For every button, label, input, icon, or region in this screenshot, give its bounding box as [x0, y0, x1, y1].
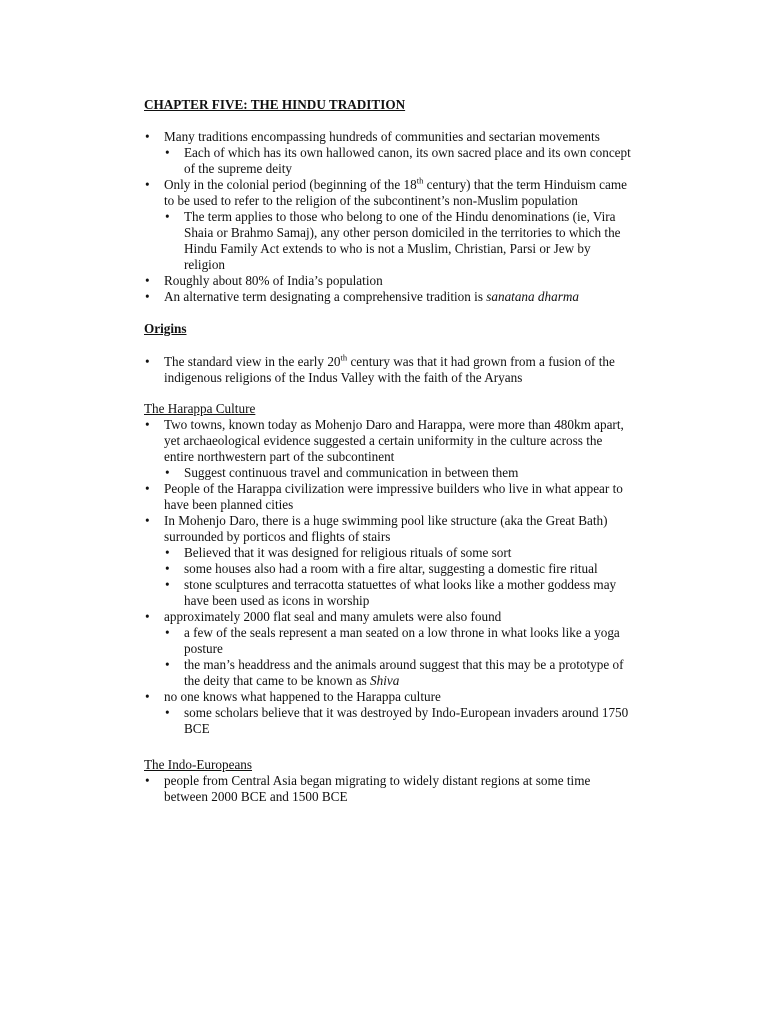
origins-heading: Origins [144, 321, 187, 336]
italic-term: Shiva [370, 673, 400, 688]
intro-bullet-2-start: Only in the colonial period (beginning of the 18 [164, 177, 417, 192]
indo-europeans-heading: The Indo-Europeans [144, 757, 253, 772]
list-item [0, 657, 784, 689]
harappa-bullet-3: In Mohenjo Daro, there is a huge swimming pool like structure (aka the Great Bath) surrounded by porticos and flights of stairs [164, 513, 608, 544]
intro-list [0, 129, 784, 305]
intro-bullet-1: Many traditions encompassing hundreds of communities and sectarian movements [164, 129, 600, 144]
list-item [0, 625, 784, 657]
list-item [0, 177, 784, 209]
list-item [0, 609, 784, 625]
harappa-subbullet-5a: some scholars believe that it was destroyed by Indo-European invaders around 1750 BCE [184, 705, 629, 736]
list-item [0, 561, 784, 577]
intro-bullet-3: Roughly about 80% of India’s population [164, 273, 383, 288]
harappa-subbullet-3a: Believed that it was designed for religious rituals of some sort [184, 545, 512, 560]
origins-bullet-end: century was that it had grown from a fusion of the indigenous religions of the Indus Valley with the faith of the Aryans [164, 354, 615, 385]
harappa-bullet-5: no one knows what happened to the Harappa culture [164, 689, 441, 704]
list-item [0, 705, 784, 737]
list-item [0, 545, 784, 561]
indo-europeans-bullet-1: people from Central Asia began migrating to widely distant regions at some time between 2000 BCE and 1500 BCE [164, 773, 591, 804]
list-item [0, 577, 784, 609]
harappa-subbullet-3c: stone sculptures and terracotta statuettes of what looks like a mother goddess may have been used as icons in worship [184, 577, 617, 608]
harappa-subbullet-4b-start: the man’s headdress and the animals around suggest that this may be a prototype of the deity that came to be known as [184, 657, 624, 688]
list-item [0, 273, 784, 289]
list-item [0, 289, 784, 305]
list-item [0, 145, 784, 177]
intro-subbullet-1: Each of which has its own hallowed canon, its own sacred place and its own concept of the supreme deity [184, 145, 631, 176]
harappa-bullet-2: People of the Harappa civilization were impressive builders who live in what appear to have been planned cities [164, 481, 623, 512]
intro-subbullet-2: The term applies to those who belong to one of the Hindu denominations (ie, Vira Shaia or Brahmo Samaj), any other person domiciled in the territories to which the Hindu Family Act extends to who is not a Muslim, Christian, Parsi or Jew by religion [184, 209, 621, 272]
harappa-list [0, 417, 784, 737]
list-item [0, 481, 784, 513]
superscript: th [416, 175, 424, 186]
list-item [0, 465, 784, 481]
origins-list [0, 354, 784, 386]
list-item [0, 209, 784, 273]
italic-term: sanatana dharma [486, 289, 579, 304]
list-item [0, 354, 784, 386]
harappa-bullet-1: Two towns, known today as Mohenjo Daro and Harappa, were more than 480km apart, yet archaeological evidence suggested a certain uniformity in the culture across the entire northwestern part of the subcontinent [164, 417, 624, 464]
harappa-subbullet-3b: some houses also had a room with a fire altar, suggesting a domestic fire ritual [184, 561, 598, 576]
harappa-bullet-4: approximately 2000 flat seal and many amulets were also found [164, 609, 502, 624]
origins-bullet-start: The standard view in the early 20 [164, 354, 341, 369]
list-item [0, 417, 784, 465]
intro-bullet-2-end: century) that the term Hinduism came to be used to refer to the religion of the subcontinent’s non-Muslim population [164, 177, 627, 208]
intro-bullet-4-start: An alternative term designating a comprehensive tradition is [164, 289, 487, 304]
harappa-subbullet-1: Suggest continuous travel and communication in between them [184, 465, 519, 480]
superscript: th [340, 352, 348, 363]
list-item [0, 773, 784, 805]
indo-europeans-list [0, 773, 784, 805]
harappa-subbullet-4a: a few of the seals represent a man seated on a low throne in what looks like a yoga posture [184, 625, 620, 656]
list-item [0, 129, 784, 145]
chapter-title: CHAPTER FIVE: THE HINDU TRADITION [144, 97, 406, 112]
list-item [0, 689, 784, 705]
list-item [0, 513, 784, 545]
harappa-heading: The Harappa Culture [144, 401, 256, 416]
